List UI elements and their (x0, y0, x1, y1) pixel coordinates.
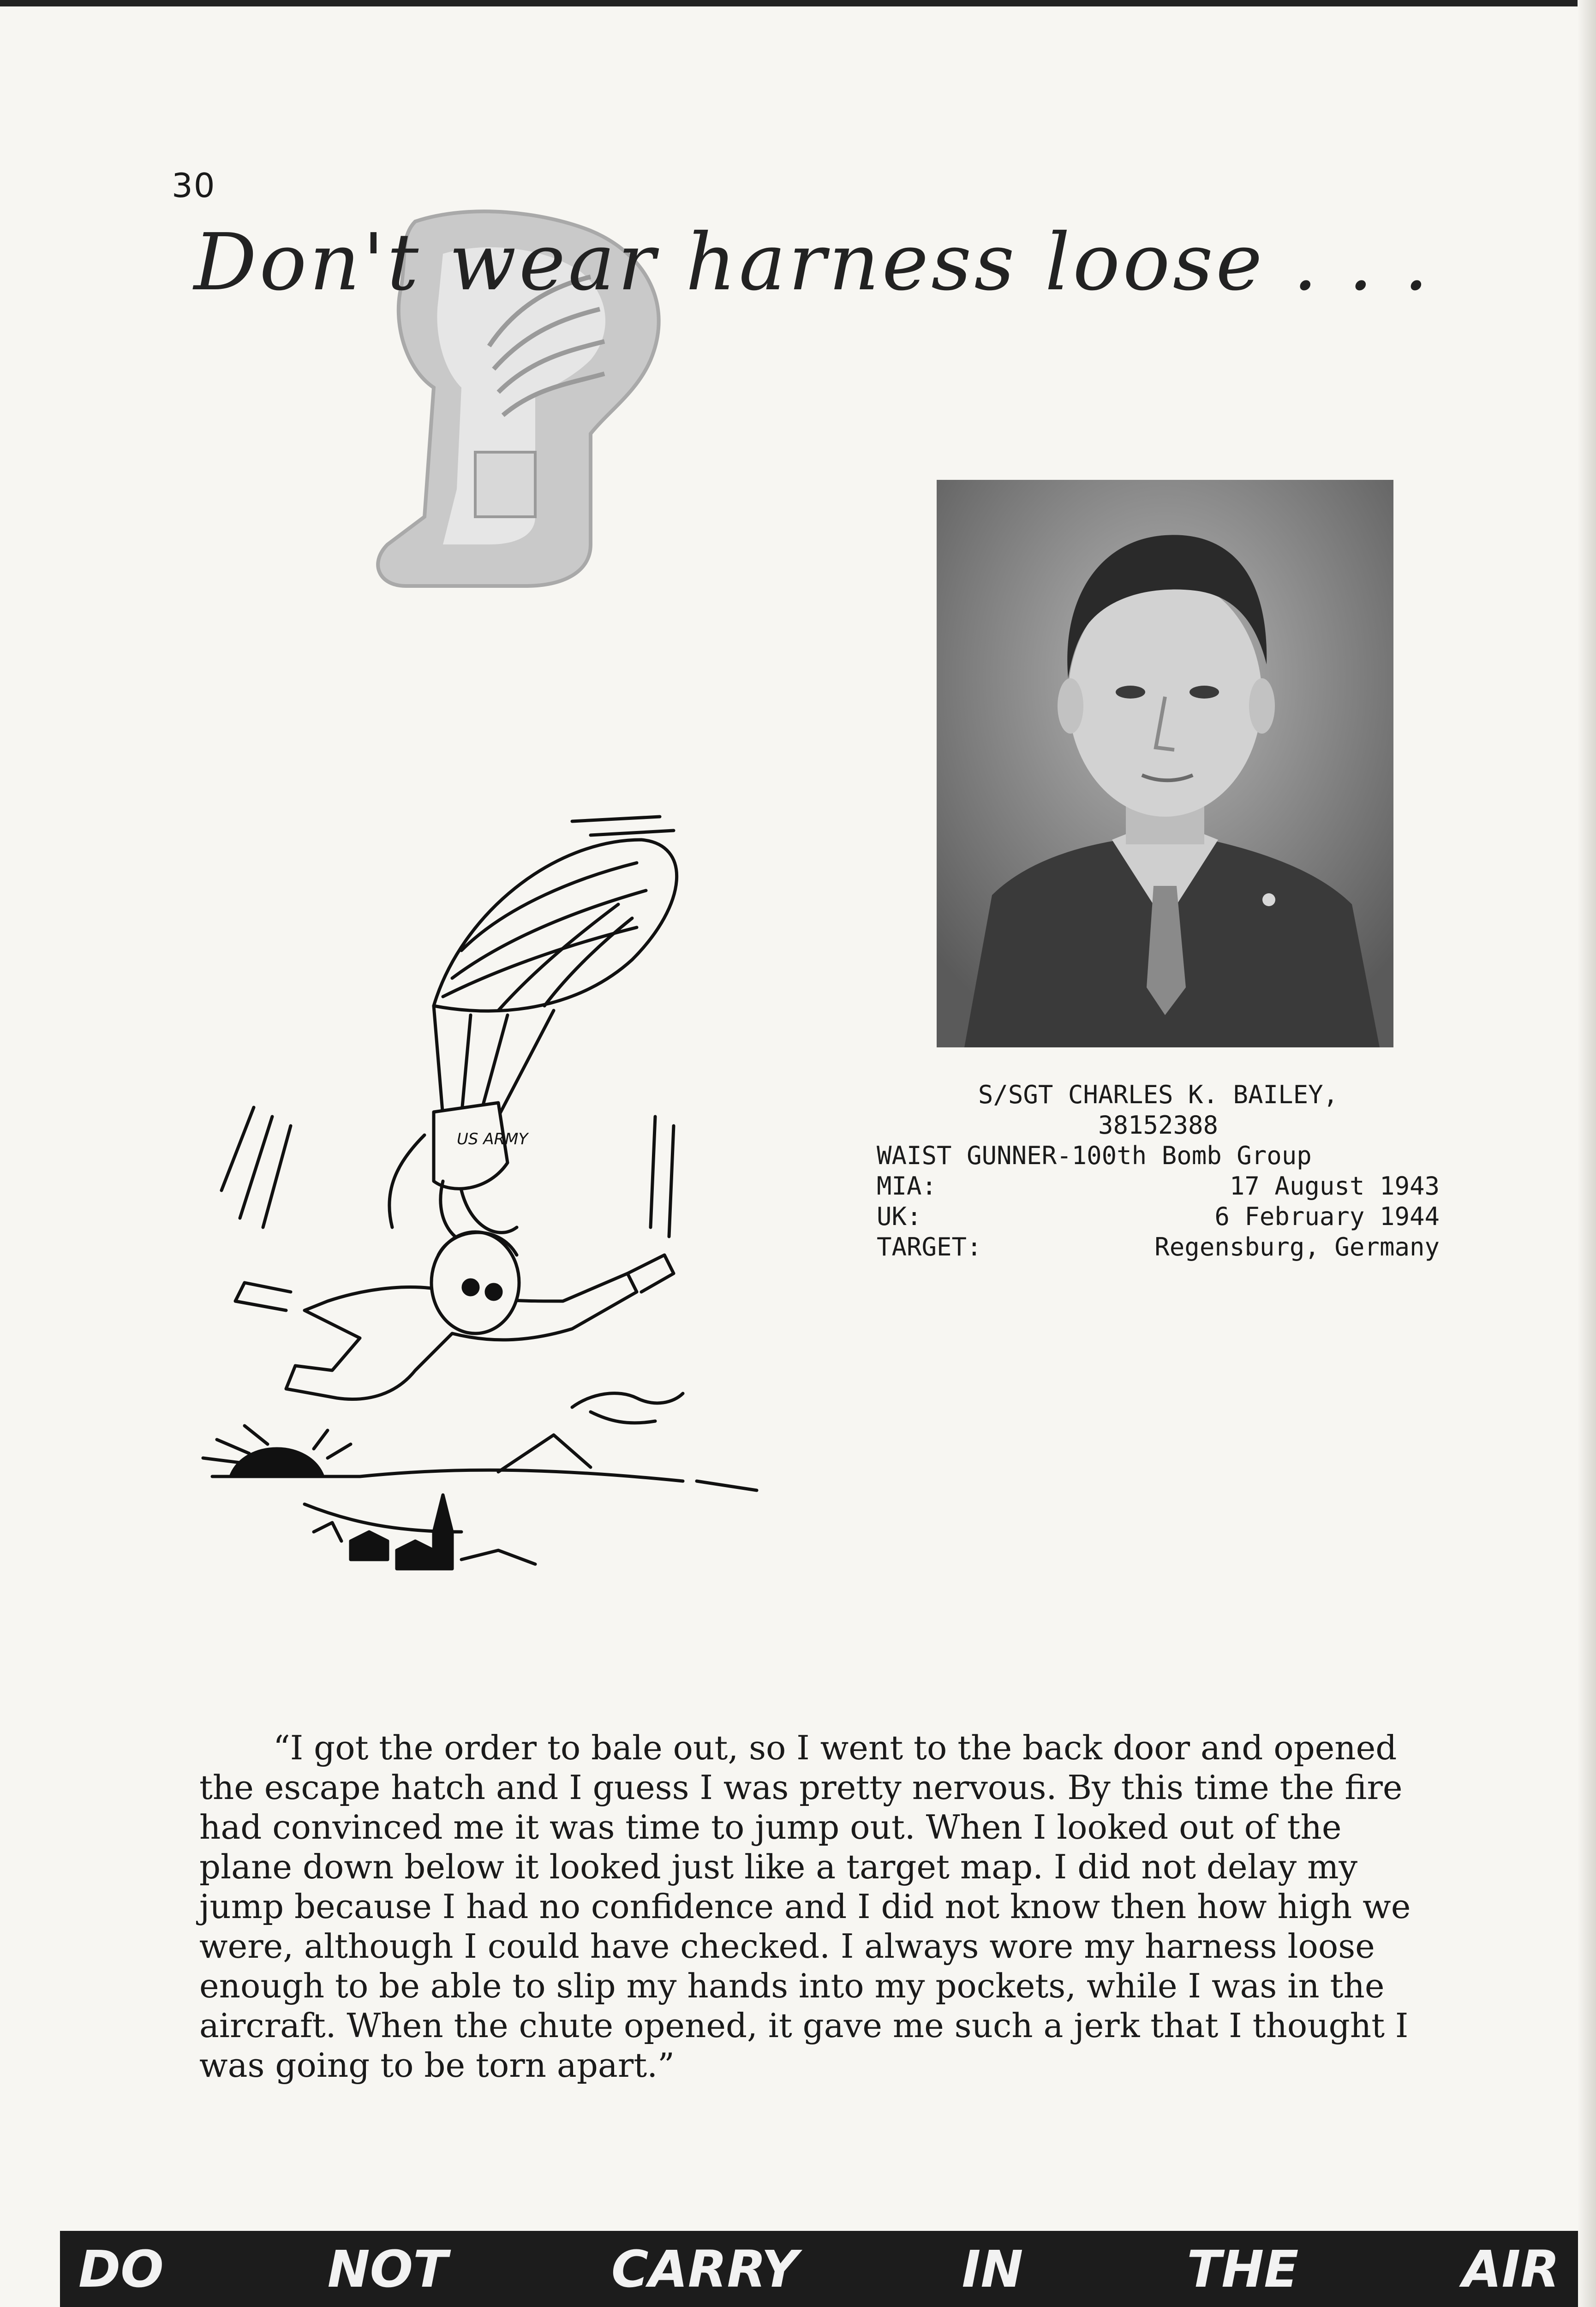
uk-value: 6 February 1944 (1214, 1202, 1440, 1231)
page-right-edge (1578, 0, 1596, 2307)
uk-label: UK: (877, 1202, 922, 1231)
mia-label: MIA: (877, 1171, 937, 1201)
parachute-cartoon-illustration (175, 812, 775, 1596)
profile-serial: 38152388 (1098, 1111, 1219, 1140)
banner-word-4: IN (962, 2239, 1023, 2299)
target-value: Regensburg, Germany (1154, 1232, 1440, 1261)
banner-word-1: DO (78, 2239, 164, 2299)
banner-word-3: CARRY (611, 2239, 798, 2299)
page-top-edge (0, 0, 1596, 6)
quote-block (199, 1728, 1436, 2085)
portrait-photo (937, 480, 1393, 1047)
target-label: TARGET: (877, 1232, 982, 1261)
page-number: 30 (172, 166, 216, 205)
profile-name: S/SGT CHARLES K. BAILEY, (978, 1080, 1339, 1109)
pack-label: US ARMY (457, 1130, 528, 1148)
banner-word-6: AIR (1462, 2239, 1560, 2299)
profile-mia-row (877, 1171, 1440, 1201)
profile-caption (877, 1080, 1440, 1262)
banner-word-5: THE (1187, 2239, 1299, 2299)
mia-value: 17 August 1943 (1229, 1171, 1440, 1201)
quote-text: “I got the order to bale out, so I went to the back door and opened the escape hatch and I guess I was pretty nervous. By this time the fire had convinced me it was time to jump out. When I looked out of the plane down below it looked just like a target map. I did not delay my jump because I had no confidence and I did not know then how high we were, although I could have checked. I always wore my harness loose enough to be able to slip my hands into my pockets, while I was in the aircraft. When the chute opened, it gave me such a jerk that I thought I was going to be torn apart.” (199, 1728, 1411, 2085)
page-title: Don't wear harness loose . . . (194, 217, 1431, 308)
bottom-banner (60, 2231, 1578, 2307)
banner-word-2: NOT (327, 2239, 448, 2299)
profile-role: WAIST GUNNER-100th Bomb Group (877, 1141, 1312, 1170)
profile-uk-row (877, 1201, 1440, 1232)
portrait-silhouette (937, 480, 1393, 1047)
profile-target-row (877, 1232, 1440, 1262)
